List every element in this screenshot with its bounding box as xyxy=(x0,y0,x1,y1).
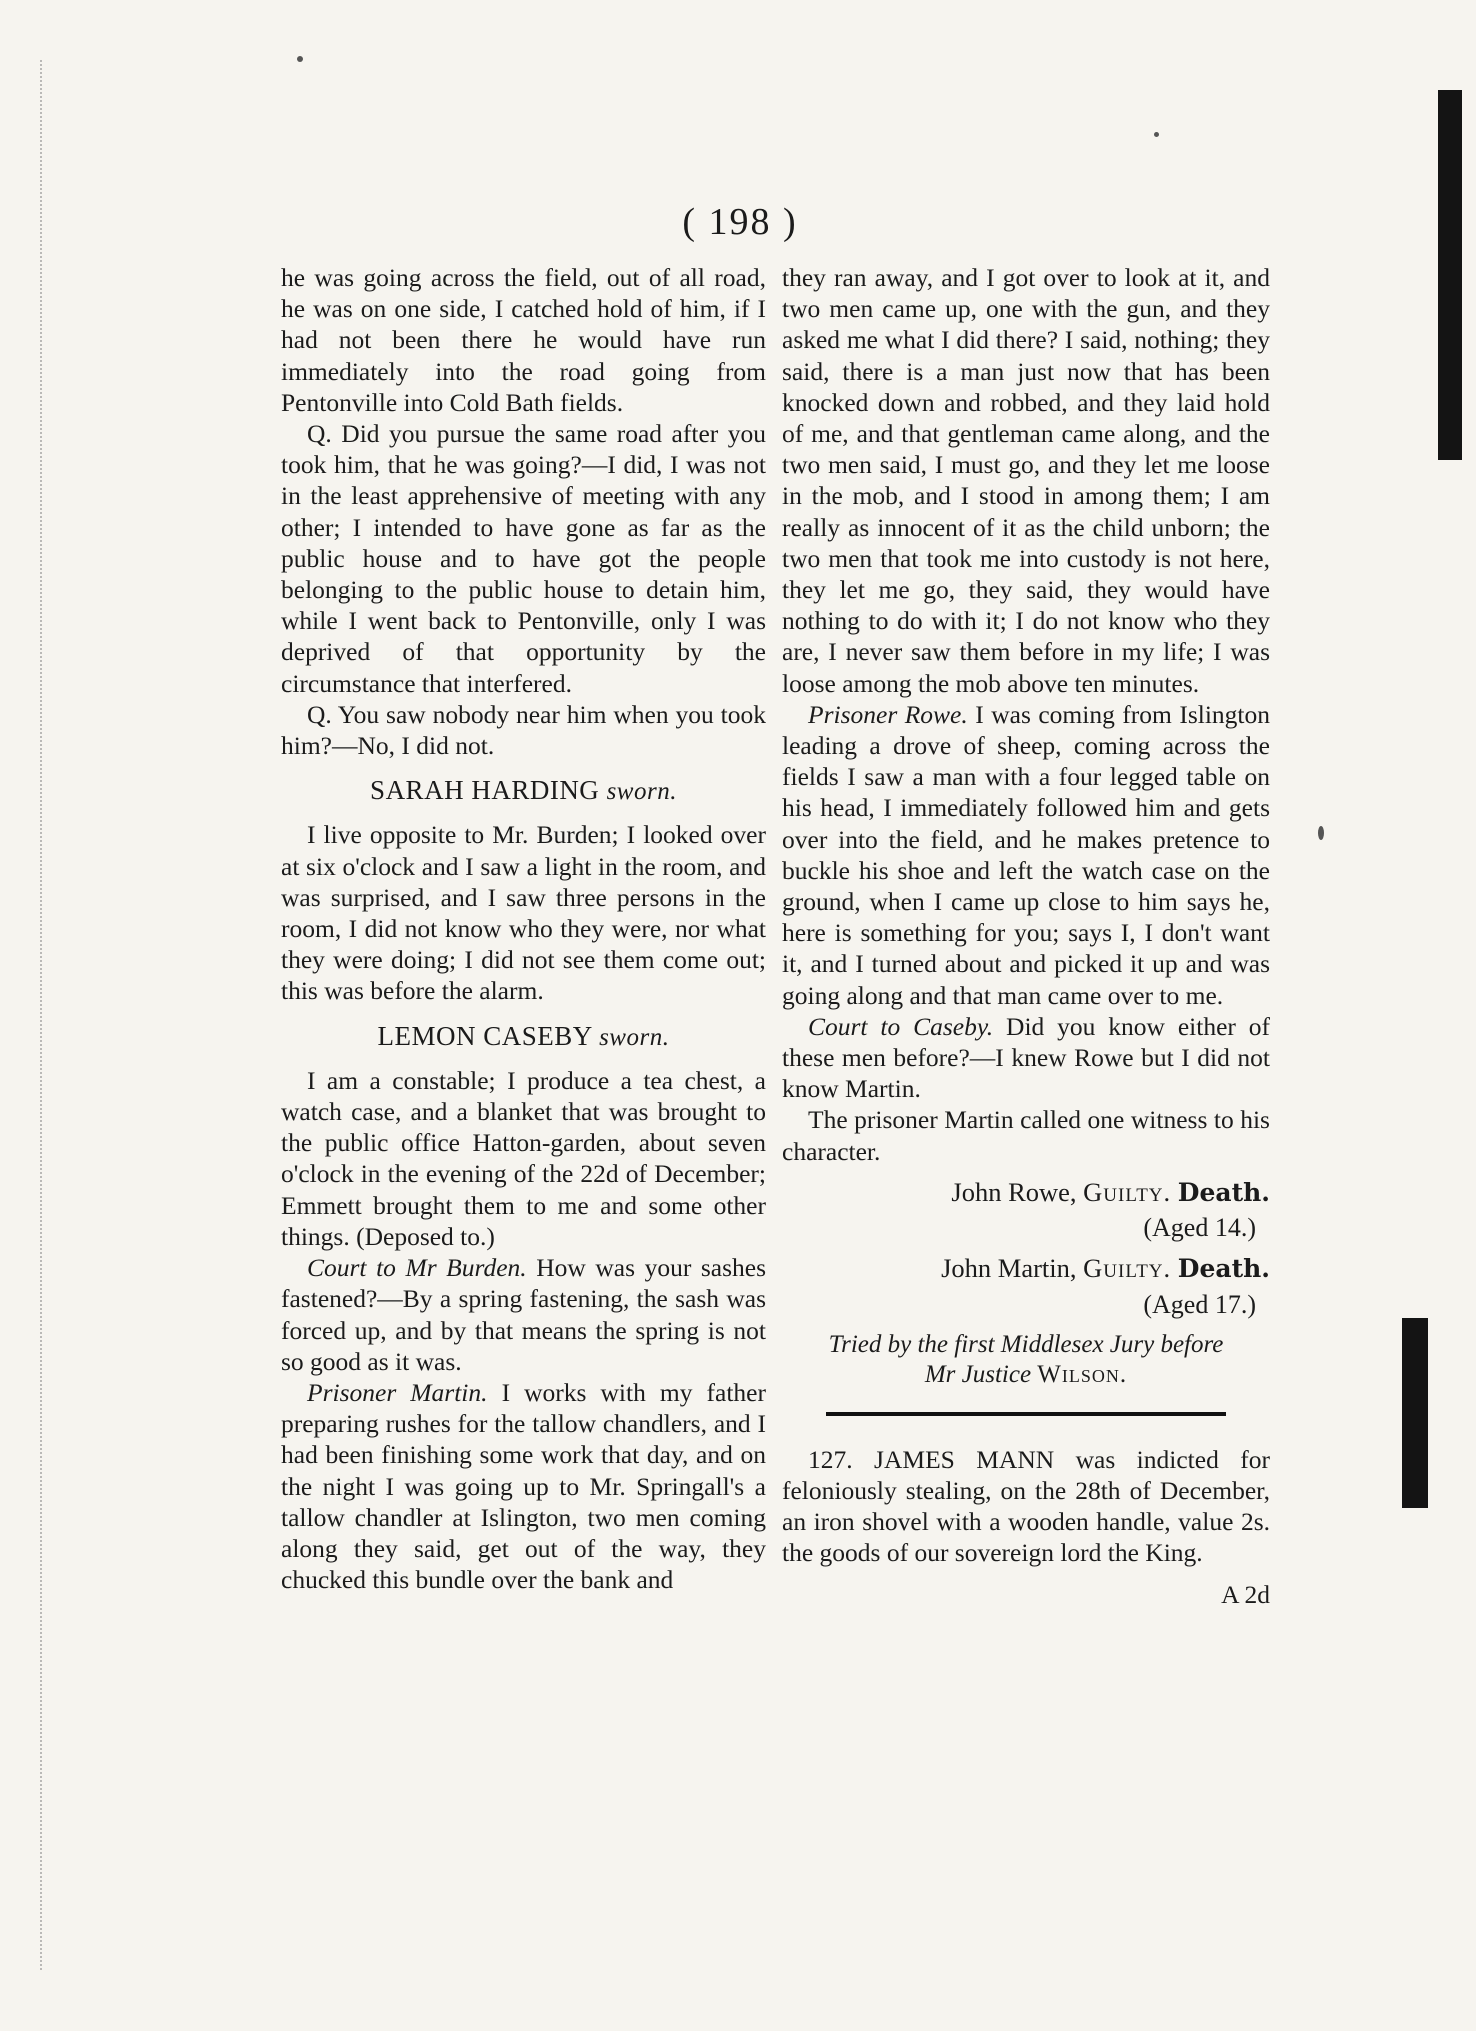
sworn-label: sworn. xyxy=(606,778,677,806)
section-divider xyxy=(826,1412,1226,1416)
testimony-text: How was your sashes fastened?—By a spring fastening, the sash was forced up, and by that means the spring is not so good as it was. xyxy=(281,1253,767,1376)
ink-speck xyxy=(1154,132,1159,137)
testimony-text: I works with my father preparing rushes for the tallow chandlers, and I had been finishing some work that day, and on the night I was going up to Mr. Springall's a tallow chandler at Islington, two men coming along they said, get out of the way, they chucked this bundle over the bank and xyxy=(281,1377,766,1595)
testimony-text: I was coming from Islington leading a drove of sheep, coming across the fields I saw a man with a four legged table on his head, I immediately followed him and gets over into the field, and he makes pretence to buckle his shoe and left the watch case on the ground, when I came up close to him says he, here is something for you; says I, I don't want it, and I turned about and picked it up and was going along and that man came over to me. xyxy=(782,699,1271,1010)
ink-speck xyxy=(1318,826,1324,840)
paragraph: The prisoner Martin called one witness to his character. xyxy=(782,1105,1270,1166)
speaker-label: Court to Mr Burden. xyxy=(307,1253,527,1283)
testimony-paragraph: I live opposite to Mr. Burden; I looked over at six o'clock and I saw a light in the room, and was surprised, and I saw three persons in the room, I did not know who they were, nor what they were doing; I did not see them come out; this was before the alarm. xyxy=(281,820,766,1006)
speaker-label: Prisoner Martin. xyxy=(307,1377,488,1407)
right-column xyxy=(782,262,1270,1610)
testimony-paragraph xyxy=(782,699,1270,1011)
justice-title: Mr Justice xyxy=(924,1360,1032,1388)
verdict-line xyxy=(782,1253,1270,1284)
catchword: A 2d xyxy=(1221,1579,1270,1609)
sworn-label: sworn. xyxy=(599,1023,670,1051)
paragraph: he was going across the field, out of all road, he was on one side, I catched hold of him, if I had not been there he would have run immediately into the road going from Pentonville into Cold Bath fields. xyxy=(281,263,766,417)
trial-note xyxy=(782,1330,1270,1390)
ink-speck xyxy=(297,56,303,62)
testimony-paragraph: I am a constable; I produce a tea chest, a watch case, and a blanket that was brought to the public office Hatton-garden, about seven o'clock in the evening of the 22d of December; Emmett brought them to me and some other things. (Deposed to.) xyxy=(281,1065,766,1251)
sentence-label: Death. xyxy=(1177,1177,1270,1207)
verdict-line xyxy=(782,1177,1270,1208)
witness-heading xyxy=(281,1021,766,1053)
testimony-paragraph xyxy=(782,1011,1270,1105)
binding-mark-bottom xyxy=(1402,1318,1428,1508)
speaker-label: Prisoner Rowe. xyxy=(808,699,968,729)
age-label: (Aged 14.) xyxy=(1143,1213,1256,1243)
page-number: ( 198 ) xyxy=(682,201,798,243)
age-label: (Aged 17.) xyxy=(1143,1289,1256,1319)
prisoner-name: John Rowe, xyxy=(951,1176,1077,1207)
binding-mark-top xyxy=(1438,90,1462,460)
witness-heading xyxy=(281,775,766,807)
speaker-label: Court to Caseby. xyxy=(808,1011,994,1041)
trial-note-line xyxy=(782,1360,1270,1390)
sentence-label: Death. xyxy=(1177,1254,1270,1284)
verdict-label: Guilty. xyxy=(1083,1253,1172,1284)
justice-name: Wilson. xyxy=(1037,1360,1128,1388)
left-column xyxy=(281,262,766,1595)
testimony-paragraph xyxy=(281,1377,766,1595)
question-paragraph: Q. You saw nobody near him when you took him?—No, I did not. xyxy=(281,699,766,761)
witness-name: LEMON CASEBY xyxy=(377,1020,592,1051)
verdict-label: Guilty. xyxy=(1083,1176,1172,1207)
witness-name: SARAH HARDING xyxy=(370,775,600,806)
prisoner-name: John Martin, xyxy=(941,1253,1077,1284)
trial-note-line: Tried by the first Middlesex Jury before xyxy=(828,1330,1224,1358)
testimony-text: Did you know either of these men before?—I knew Rowe but I did not know Martin. xyxy=(782,1011,1271,1104)
indictment-paragraph: 127. JAMES MANN was indicted for feloniously stealing, on the 28th of December, an iron shovel with a wooden handle, value 2s. the goods of our sovereign lord the King. xyxy=(782,1444,1270,1568)
paragraph: they ran away, and I got over to look at it, and two men came up, one with the gun, and they asked me what I did there? I said, nothing; they said, there is a man just now that has been knocked down and robbed, and they laid hold of me, and that gentleman came along, and the two men said, I must go, and they let me loose in the mob, and I stood in among them; I am really as innocent of it as the child unborn; the two men that took me into custody is not here, they let me go, they said, they would have nothing to do with it; I do not know who they are, I never saw them before in my life; I was loose among the mob above ten minutes. xyxy=(782,263,1270,698)
testimony-paragraph xyxy=(281,1252,766,1377)
page-edge-shadow xyxy=(40,60,142,1970)
question-paragraph: Q. Did you pursue the same road after you took him, that he was going?—I did, I was not in the least apprehensive of meeting with any other; I intended to have gone as far as the public house and to have got the people belonging to the public house to detain him, while I went back to Pentonville, only I was deprived of that opportunity by the circumstance that interfered. xyxy=(281,419,766,698)
